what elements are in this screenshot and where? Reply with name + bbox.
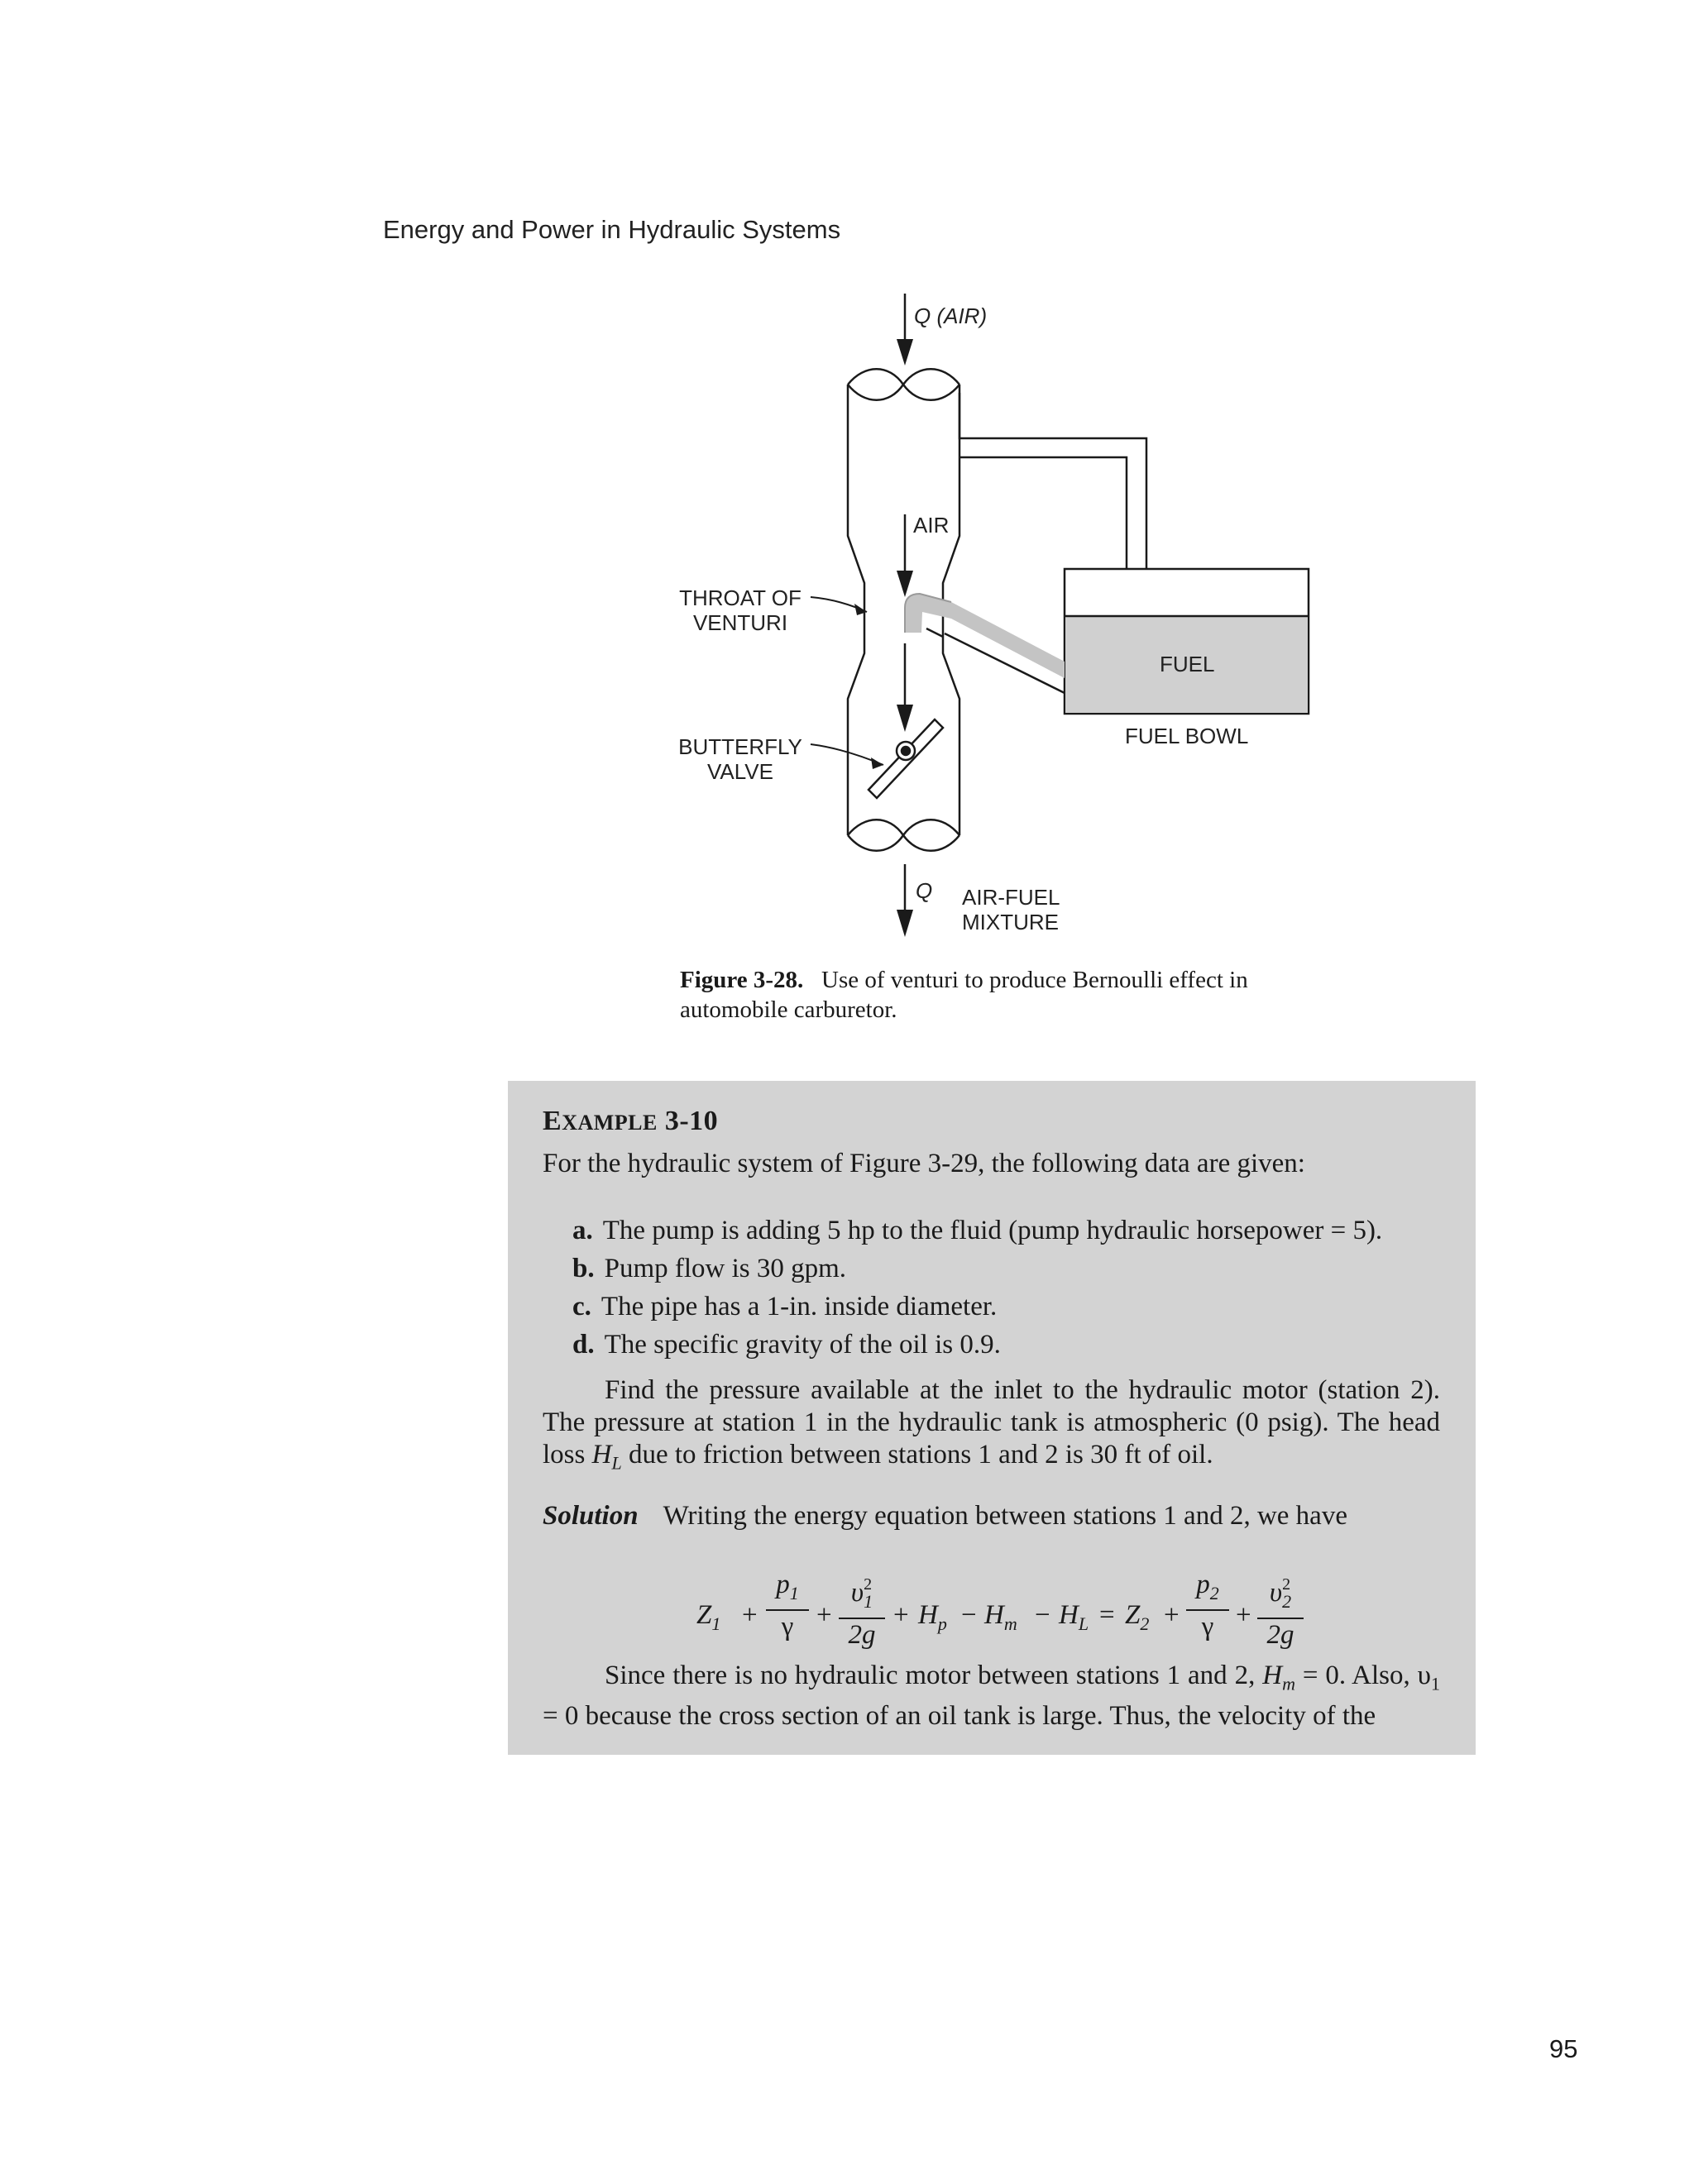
energy-equation: $Z_1$ + $\frac{p_1}{\gamma}$ + $\frac{\upsilon^2_1}{2g}$ + $H_p$ − $H_m$ − $H_L$ = $Z_2$ + $\frac{p_2}{\gamma}$ + $\frac{\upsilon^2_2}{2g}$	[508, 1570, 1476, 1661]
carburetor-figure	[0, 0, 1694, 1075]
label-fuel-bowl: FUEL BOWL	[1125, 724, 1249, 748]
list-item: a. The pump is adding 5 hp to the fluid (pump hydraulic horsepower = 5).	[572, 1216, 1383, 1245]
tube-break-bottom-back	[848, 820, 959, 851]
label-butterfly-valve: BUTTERFLY VALVE	[678, 734, 802, 784]
venturi-diagram	[0, 0, 1694, 1075]
running-head: Energy and Power in Hydraulic Systems	[383, 215, 841, 244]
tube-break-top-back	[848, 369, 959, 400]
label-throat-of-venturi: THROAT OF VENTURI	[679, 585, 802, 635]
butterfly-valve	[869, 719, 943, 798]
list-item: b. Pump flow is 30 gpm.	[572, 1254, 847, 1283]
label-air: AIR	[913, 513, 950, 538]
vent-line-inner	[959, 457, 1127, 569]
given-data-list	[572, 1211, 1382, 1364]
fuel-pickup-tube	[905, 594, 1065, 678]
label-q-air: Q (AIR)	[914, 303, 988, 328]
label-air-fuel-mixture: AIR-FUEL MIXTURE	[962, 885, 1060, 934]
page-number: 95	[1549, 2034, 1578, 2063]
list-item: d. The specific gravity of the oil is 0.9.	[572, 1330, 1001, 1360]
arrow-q-air-head	[897, 339, 913, 366]
example-intro: For the hydraulic system of Figure 3-29, the following data are given:	[543, 1149, 1305, 1178]
caption-text: Use of venturi to produce Bernoulli effect in automobile carburetor.	[680, 967, 1248, 1023]
example-title: EXAMPLE 3-10	[543, 1106, 719, 1136]
arrow-down-head	[897, 705, 913, 732]
figure-caption	[680, 965, 1309, 1025]
solution-line: Solution Writing the energy equation between stations 1 and 2, we have	[543, 1501, 1347, 1531]
caption-label: Figure 3-28.	[680, 967, 804, 993]
arrow-air-head	[897, 571, 913, 597]
example-box	[508, 1081, 1476, 1755]
vent-line-outer	[959, 393, 1146, 569]
solution-paragraph: Since there is no hydraulic motor between stations 1 and 2, $H_m = 0$. Also, $\upsilon_1 = 0$ because the cross section of an oil tank is large. Thus, the velocity of the	[543, 1661, 1440, 1731]
butterfly-connector	[926, 628, 943, 637]
problem-paragraph: Find the pressure available at the inlet to the hydraulic motor (station 2). The pressure at station 1 in the hydraulic tank is atmospheric (0 psig). The head loss $H_L$ due to friction between stations 1 and 2 is 30 ft of oil.	[543, 1375, 1440, 1474]
label-fuel: FUEL	[1160, 652, 1215, 676]
arrow-q-head	[897, 910, 913, 937]
list-item: c. The pipe has a 1-in. inside diameter.	[572, 1292, 998, 1321]
label-q: Q	[916, 878, 933, 903]
